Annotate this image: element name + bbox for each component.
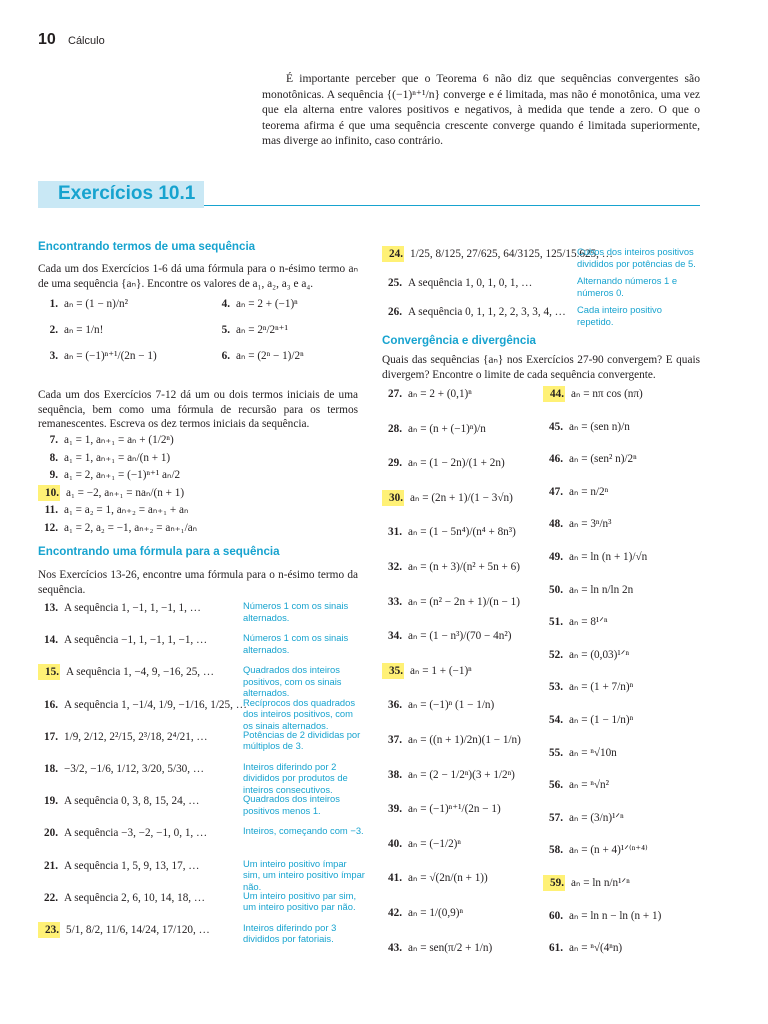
exercise-item [382,594,544,629]
exercise-number: 37. [388,733,402,746]
exercise-number: 27. [388,388,402,400]
exercise-number: 16. [44,698,58,711]
exercise-formula: A sequência 1, −4, 9, −16, 25, … [66,666,215,679]
exercise-item [38,697,368,729]
exercise-number: 11. [44,504,58,516]
exercise-hint: Inteiros diferindo por 2 divididos por produtos de inteiros consecutivos. [243,760,348,795]
exercise-item [543,516,703,549]
exercise-formula: aₙ = (sen² n)/2ⁿ [569,453,637,466]
exercise-formula: aₙ = ln n/ln 2n [569,583,634,596]
exercise-item [382,455,544,490]
exercise-formula: aₙ = (1 − n)/n² [64,298,128,310]
exercise-number: 20. [44,827,58,840]
exercise-formula: aₙ = (0,03)¹ᐟⁿ [569,648,629,661]
exercise-item [382,386,544,421]
exercise-number: 14. [44,634,58,647]
exercise-item [382,732,544,767]
exercise-formula: aₙ = 1/(0,9)ⁿ [408,906,463,919]
exercise-item [382,905,544,940]
exercise-hint: Quadrados dos inteiros positivos, com os sinais alternados. [243,664,342,699]
exercise-item [38,632,368,664]
exercise-hint: Recíprocos dos quadrados dos inteiros positivos, com os sinais alternados. [243,696,356,731]
exercise-formula: aₙ = (1 − 5n⁴)/(n⁴ + 8n³) [408,526,516,539]
exercise-formula: aₙ = ln (n + 1)/√n [569,550,648,563]
exercise-item [38,664,368,699]
exercise-number: 35. [382,663,404,679]
exercise-formula: A sequência 0, 1, 1, 2, 2, 3, 3, 4, … [408,306,566,318]
exercise-item [210,296,370,312]
exercise-number: 57. [549,811,563,824]
exercise-formula: 5/1, 8/2, 11/6, 14/24, 17/120, … [66,923,210,936]
exercise-formula: a₁ = 2, aₙ₊₁ = (−1)ⁿ⁺¹ aₙ/2 [64,469,181,481]
exercise-number: 58. [549,844,563,857]
exercise-formula: aₙ = (2n + 1)/(1 − 3√n) [410,491,513,504]
exercise-hint: Um inteiro positivo par sim, um inteiro positivo par não. [243,889,357,913]
exercise-number: 41. [388,872,402,885]
exercise-item [382,246,702,275]
exercise-number: 42. [388,906,402,919]
exercise-number: 2. [49,324,58,336]
exercise-formula: aₙ = (3/n)¹ᐟⁿ [569,811,624,824]
exercise-number: 48. [549,518,563,531]
exercise-grid-1-6 [38,296,368,364]
exercise-formula: aₙ = 3ⁿ/n³ [569,518,612,531]
section-heading-convergence: Convergência e divergência [382,334,537,347]
exercise-number: 54. [549,713,563,726]
exercise-formula: aₙ = (2ⁿ − 1)/2ⁿ [236,350,304,362]
exercise-item [543,582,703,615]
running-header: Cálculo [68,35,105,47]
exercise-item [38,467,368,485]
exercise-item [38,502,368,520]
exercise-number: 50. [549,583,563,596]
exercise-item [382,663,544,698]
exercise-number: 25. [388,277,402,289]
exercise-number: 18. [44,762,58,775]
exercise-item [382,275,702,304]
exercise-item [38,922,368,954]
exercise-item [38,348,210,364]
exercise-item [543,549,703,582]
exercise-formula: A sequência 2, 6, 10, 14, 18, … [64,891,206,904]
exercise-item [543,908,703,941]
exercise-formula: A sequência 1, −1, 1, −1, 1, … [64,602,201,614]
exercise-hint: Alternando números 1 e números 0. [577,275,678,298]
exercise-number: 9. [49,469,58,481]
exercise-item [382,421,544,456]
exercise-item [382,940,544,975]
exercise-formula: aₙ = 8¹ᐟⁿ [569,616,608,629]
exercise-item [382,767,544,802]
exercise-formula: aₙ = (1 − 2n)/(1 + 2n) [408,457,505,470]
exercise-item [210,322,370,338]
exercise-formula: aₙ = (n² − 2n + 1)/(n − 1) [408,595,520,608]
exercise-formula: aₙ = √(2n/(n + 1)) [408,872,488,885]
exercise-number: 55. [549,746,563,759]
exercise-number: 32. [388,560,402,573]
exercise-item [38,890,368,922]
exercise-formula: aₙ = ⁿ√10n [569,746,617,759]
exercise-formula: aₙ = ln n/n¹ᐟⁿ [571,876,630,889]
exercise-number: 21. [44,859,58,872]
exercise-formula: a₁ = 1, aₙ₊₁ = aₙ + (1/2ⁿ) [64,434,174,446]
exercise-hint: Inteiros, começando com −3. [243,825,364,837]
exercise-list-24-26 [382,246,702,333]
exercise-number: 31. [388,526,402,539]
intro-paragraph [262,71,700,149]
exercise-formula: aₙ = sen(π/2 + 1/n) [408,941,493,954]
exercise-number: 36. [388,699,402,712]
exercise-number: 43. [388,941,402,954]
exercise-number: 56. [549,779,563,792]
exercise-hint: Cada inteiro positivo repetido. [577,304,662,327]
exercise-item [38,729,368,761]
exercise-number: 51. [549,616,563,629]
exercise-number: 61. [549,942,563,955]
exercise-item [38,450,368,468]
exercise-number: 59. [543,875,565,891]
exercise-hint: Um inteiro positivo ímpar sim, um inteiro positivo ímpar não. [243,857,365,892]
exercise-item [543,614,703,647]
exercise-formula: A sequência 1, 0, 1, 0, 1, … [408,277,533,289]
exercise-formula: aₙ = (n + 4)¹ᐟ⁽ⁿ⁺⁴⁾ [569,844,648,857]
exercise-number: 39. [388,803,402,816]
exercise-item [38,520,368,538]
exercise-formula: aₙ = ln n − ln (n + 1) [569,909,662,922]
exercise-number: 23. [38,922,60,938]
exercise-item [38,761,368,793]
exercise-formula: a₁ = 2, a₂ = −1, aₙ₊₂ = aₙ₊₁/aₙ [64,521,198,534]
exercise-formula: A sequência 1, 5, 9, 13, 17, … [64,859,200,872]
exercise-item [543,451,703,484]
exercise-formula: a₁ = a₂ = 1, aₙ₊₂ = aₙ₊₁ + aₙ [64,504,189,516]
exercise-number: 29. [388,457,402,470]
exercise-item [543,875,703,908]
exercise-formula: aₙ = (−1)ⁿ⁺¹/(2n − 1) [408,803,501,816]
exercise-formula: aₙ = ((n + 1)/2n)(1 − 1/n) [408,733,521,746]
exercise-formula: 1/25, 8/125, 27/625, 64/3125, 125/15.625, … [410,248,613,260]
exercise-formula: aₙ = ⁿ√(4ⁿn) [569,942,623,955]
section-text-formula: Nos Exercícios 13-26, encontre uma fórmula para o n-ésimo termo da sequência. [38,569,358,596]
exercise-list-44-61 [543,386,703,973]
exercise-number: 45. [549,420,563,433]
exercise-formula: A sequência −3, −2, −1, 0, 1, … [64,827,208,840]
exercise-item [543,712,703,745]
exercise-number: 1. [49,298,58,310]
section-text-convergence: Quais das sequências {aₙ} nos Exercícios 27-90 convergem? E quais divergem? Encontre o limite de cada sequência convergente. [382,354,700,381]
exercise-item [382,870,544,905]
exercise-formula: aₙ = (n + 3)/(n² + 5n + 6) [408,560,520,573]
exercise-item [38,600,368,632]
exercise-item [543,745,703,778]
exercise-formula: aₙ = (1 + 7/n)ⁿ [569,681,634,694]
exercise-formula: aₙ = 2ⁿ/2ⁿ⁺¹ [236,324,288,336]
title-rule [204,205,700,206]
exercise-item [543,810,703,843]
exercise-formula: aₙ = n/2ⁿ [569,485,609,498]
exercise-number: 4. [221,298,230,310]
exercise-list-7-12 [38,432,368,537]
exercise-formula: aₙ = (−1)ⁿ⁺¹/(2n − 1) [64,350,157,362]
exercise-hint: Números 1 com os sinais alternados. [243,600,349,623]
exercise-number: 60. [549,909,563,922]
exercise-number: 12. [44,521,58,534]
exercise-number: 33. [388,595,402,608]
section-text-terms: Cada um dos Exercícios 1-6 dá uma fórmula para o n-ésimo termo aₙ de uma sequência {aₙ}. Encontre os valores de a₁, a₂, a₃ e a₄. [38,263,358,290]
exercise-number: 46. [549,453,563,466]
exercise-formula: aₙ = (1 − 1/n)ⁿ [569,713,634,726]
exercise-number: 44. [543,386,565,402]
exercise-formula: aₙ = (2 − 1/2ⁿ)(3 + 1/2ⁿ) [408,768,515,781]
section-text-recursion: Cada um dos Exercícios 7-12 dá um ou dois termos iniciais de uma sequência, bem como uma fórmula de recursão para os termos remanescentes. Escreva os dez termos iniciais da sequência. [38,389,358,430]
exercise-item [38,793,368,825]
exercise-item [382,801,544,836]
exercise-number: 5. [221,324,230,336]
exercise-number: 22. [44,891,58,904]
exercise-formula: aₙ = (−1/2)ⁿ [408,837,461,850]
exercise-item [543,777,703,810]
exercise-hint: Números 1 com os sinais alternados. [243,632,349,655]
exercise-formula: aₙ = 2 + (−1)ⁿ [236,298,298,310]
exercise-item [382,697,544,732]
exercise-number: 34. [388,630,402,643]
exercise-number: 53. [549,681,563,694]
exercise-item [38,296,210,312]
exercise-formula: aₙ = 2 + (0,1)ⁿ [408,388,472,400]
exercise-number: 40. [388,837,402,850]
exercise-item [382,490,544,525]
exercises-title: Exercícios 10.1 [58,183,196,204]
exercise-formula: A sequência −1, 1, −1, 1, −1, … [64,634,208,647]
exercise-item [543,419,703,452]
exercise-hint: Quadrados dos inteiros positivos menos 1. [243,793,340,816]
exercise-item [38,485,368,503]
exercise-number: 6. [221,350,230,362]
exercise-item [543,647,703,680]
exercise-number: 13. [44,602,58,614]
exercise-number: 26. [388,306,402,318]
exercise-number: 30. [382,490,404,506]
exercise-item [382,304,702,333]
exercise-item [38,825,368,857]
exercise-list-13-23 [38,600,368,954]
exercise-formula: aₙ = 1/n! [64,324,104,336]
exercise-hint: Potências de 2 divididas por múltiplos de 3. [243,728,361,752]
exercise-item [38,432,368,450]
exercise-formula: a₁ = 1, aₙ₊₁ = aₙ/(n + 1) [64,451,171,464]
exercise-formula: aₙ = 1 + (−1)ⁿ [410,664,472,677]
exercise-formula: aₙ = nπ cos (nπ) [571,388,643,400]
exercise-formula: aₙ = (n + (−1)ⁿ)/n [408,422,486,435]
exercise-item [38,858,368,890]
exercise-number: 7. [49,434,58,446]
exercise-number: 24. [382,246,404,262]
exercise-formula: 1/9, 2/12, 2²/15, 2³/18, 2⁴/21, … [64,730,208,743]
exercise-number: 19. [44,795,58,808]
exercise-formula: aₙ = ⁿ√n² [569,779,609,792]
exercise-item [382,559,544,594]
exercise-formula: A sequência 0, 3, 8, 15, 24, … [64,795,200,808]
exercise-hint: Cubos dos inteiros positivos divididos por potências de 5. [577,246,696,269]
exercise-item [382,628,544,663]
exercise-formula: −3/2, −1/6, 1/12, 3/20, 5/30, … [64,762,205,775]
exercise-item [543,386,703,419]
exercise-number: 3. [49,350,58,362]
exercise-item [543,484,703,517]
exercise-number: 28. [388,422,402,435]
exercise-number: 49. [549,550,563,563]
exercise-number: 17. [44,730,58,743]
exercise-item [382,836,544,871]
section-heading-terms: Encontrando termos de uma sequência [38,240,256,253]
exercise-item [38,322,210,338]
exercise-item [543,842,703,875]
exercise-number: 52. [549,648,563,661]
section-heading-formula: Encontrando uma fórmula para a sequência [38,545,280,558]
exercise-formula: aₙ = (sen n)/n [569,420,630,433]
exercise-number: 10. [38,485,60,501]
exercise-item [543,940,703,973]
exercise-item [543,679,703,712]
exercise-list-27-43 [382,386,544,974]
exercise-formula: aₙ = (1 − n³)/(70 − 4n²) [408,630,512,643]
exercise-number: 15. [38,664,60,680]
exercise-formula: a₁ = −2, aₙ₊₁ = naₙ/(n + 1) [66,486,185,499]
intro-text: É importante perceber que o Teorema 6 não diz que sequências convergentes são monotônicas. A sequência {(−1)ⁿ⁺¹/n} converge e é limitada, mas não é monotônica, uma vez que ela alterna entre valores positivos e negativos, à medida que tende a zero. O que o teorema afirma é que uma sequência crescente converge quando é limitada superiormente, mas diverge ao infinito, caso contrário. [262,72,700,148]
exercise-item [210,348,370,364]
exercise-formula: aₙ = (−1)ⁿ (1 − 1/n) [408,699,495,712]
exercise-number: 8. [49,451,58,464]
exercise-number: 47. [549,485,563,498]
exercise-formula: A sequência 1, −1/4, 1/9, −1/16, 1/25, … [64,698,247,711]
page-number: 10 [38,31,56,48]
exercise-hint: Inteiros diferindo por 3 divididos por fatoriais. [243,921,337,945]
exercise-number: 38. [388,768,402,781]
exercise-item [382,524,544,559]
